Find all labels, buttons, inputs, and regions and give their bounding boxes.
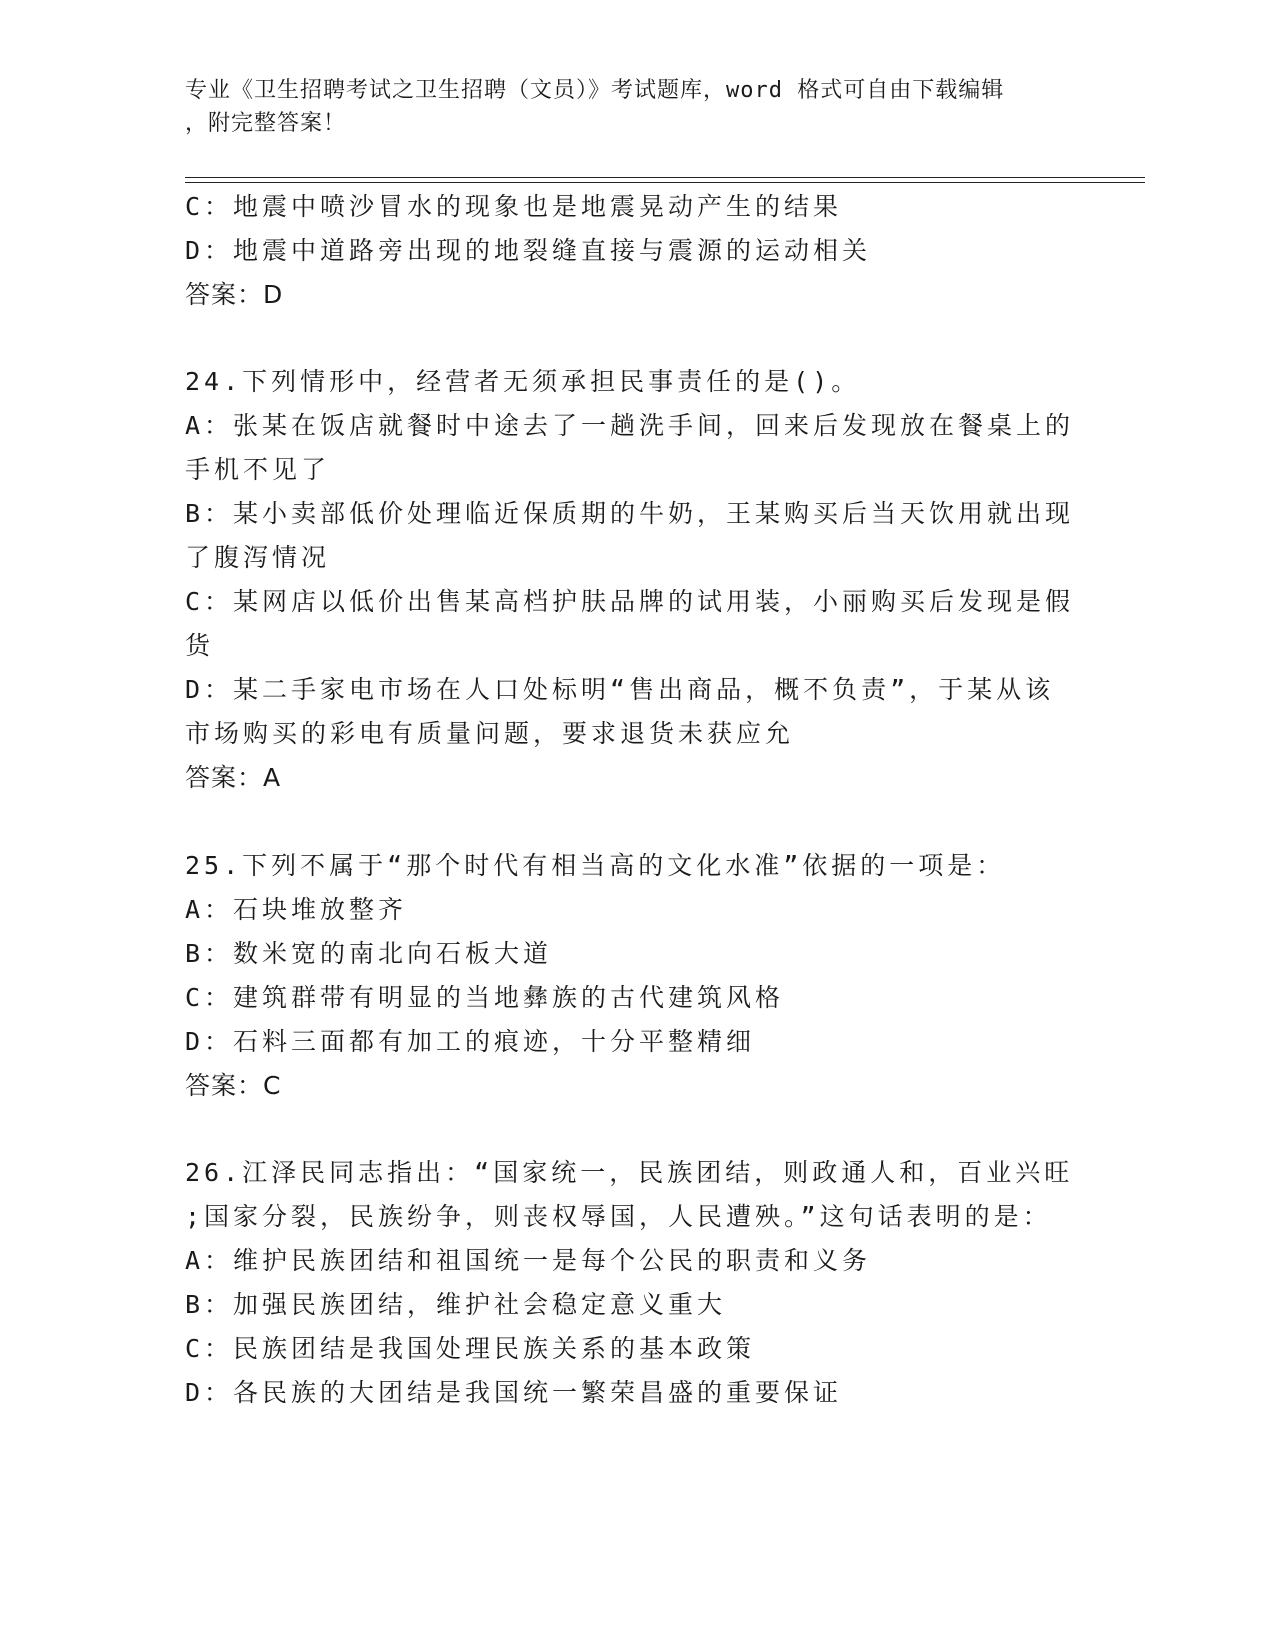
header-divider-top bbox=[185, 177, 1145, 178]
q23-answer: 答案：D bbox=[185, 280, 284, 309]
q26-option-b: B：加强民族团结，维护社会稳定意义重大 bbox=[185, 1290, 727, 1319]
header-divider-bottom bbox=[185, 182, 1145, 183]
document-header bbox=[185, 74, 1065, 140]
q24-option-a-cont: 手机不见了 bbox=[185, 455, 331, 484]
q25-option-a: A：石块堆放整齐 bbox=[185, 895, 408, 924]
q26-option-a: A：维护民族团结和祖国统一是每个公民的职责和义务 bbox=[185, 1246, 872, 1275]
q25-option-c: C：建筑群带有明显的当地彝族的古代建筑风格 bbox=[185, 983, 785, 1012]
header-line-1: 专业《卫生招聘考试之卫生招聘（文员）》考试题库，word 格式可自由下载编辑 bbox=[185, 78, 1005, 103]
q24-option-c-cont: 货 bbox=[185, 631, 215, 660]
q24-option-b-cont: 了腹泻情况 bbox=[185, 543, 331, 572]
q23-option-c: C：地震中喷沙冒水的现象也是地震晃动产生的结果 bbox=[185, 192, 843, 221]
q24-option-c: C：某网店以低价出售某高档护肤品牌的试用装，小丽购买后发现是假 bbox=[185, 587, 1075, 616]
q24-answer: 答案：A bbox=[185, 763, 282, 792]
q26-question: 26.江泽民同志指出：“国家统一，民族团结，则政通人和，百业兴旺 bbox=[185, 1158, 1074, 1187]
q24-question: 24.下列情形中，经营者无须承担民事责任的是()。 bbox=[185, 367, 861, 396]
q24-option-a: A：张某在饭店就餐时中途去了一趟洗手间，回来后发现放在餐桌上的 bbox=[185, 411, 1075, 440]
q24-option-d-cont: 市场购买的彩电有质量问题，要求退货未获应允 bbox=[185, 719, 795, 748]
q25-option-b: B：数米宽的南北向石板大道 bbox=[185, 939, 553, 968]
q25-question: 25.下列不属于“那个时代有相当高的文化水准”依据的一项是： bbox=[185, 851, 1006, 880]
q23-option-d: D：地震中道路旁出现的地裂缝直接与震源的运动相关 bbox=[185, 236, 872, 265]
header-line-2: ，附完整答案！ bbox=[185, 111, 347, 136]
q26-option-d: D：各民族的大团结是我国统一繁荣昌盛的重要保证 bbox=[185, 1378, 843, 1407]
q26-question-cont: ;国家分裂，民族纷争，则丧权辱国，人民遭殃。”这句话表明的是： bbox=[185, 1202, 1052, 1231]
q25-option-d: D：石料三面都有加工的痕迹，十分平整精细 bbox=[185, 1027, 756, 1056]
q24-option-d: D：某二手家电市场在人口处标明“售出商品，概不负责”，于某从该 bbox=[185, 675, 1055, 704]
q24-option-b: B：某小卖部低价处理临近保质期的牛奶，王某购买后当天饮用就出现 bbox=[185, 499, 1075, 528]
q25-answer: 答案：C bbox=[185, 1071, 282, 1100]
q26-option-c: C：民族团结是我国处理民族关系的基本政策 bbox=[185, 1334, 756, 1363]
